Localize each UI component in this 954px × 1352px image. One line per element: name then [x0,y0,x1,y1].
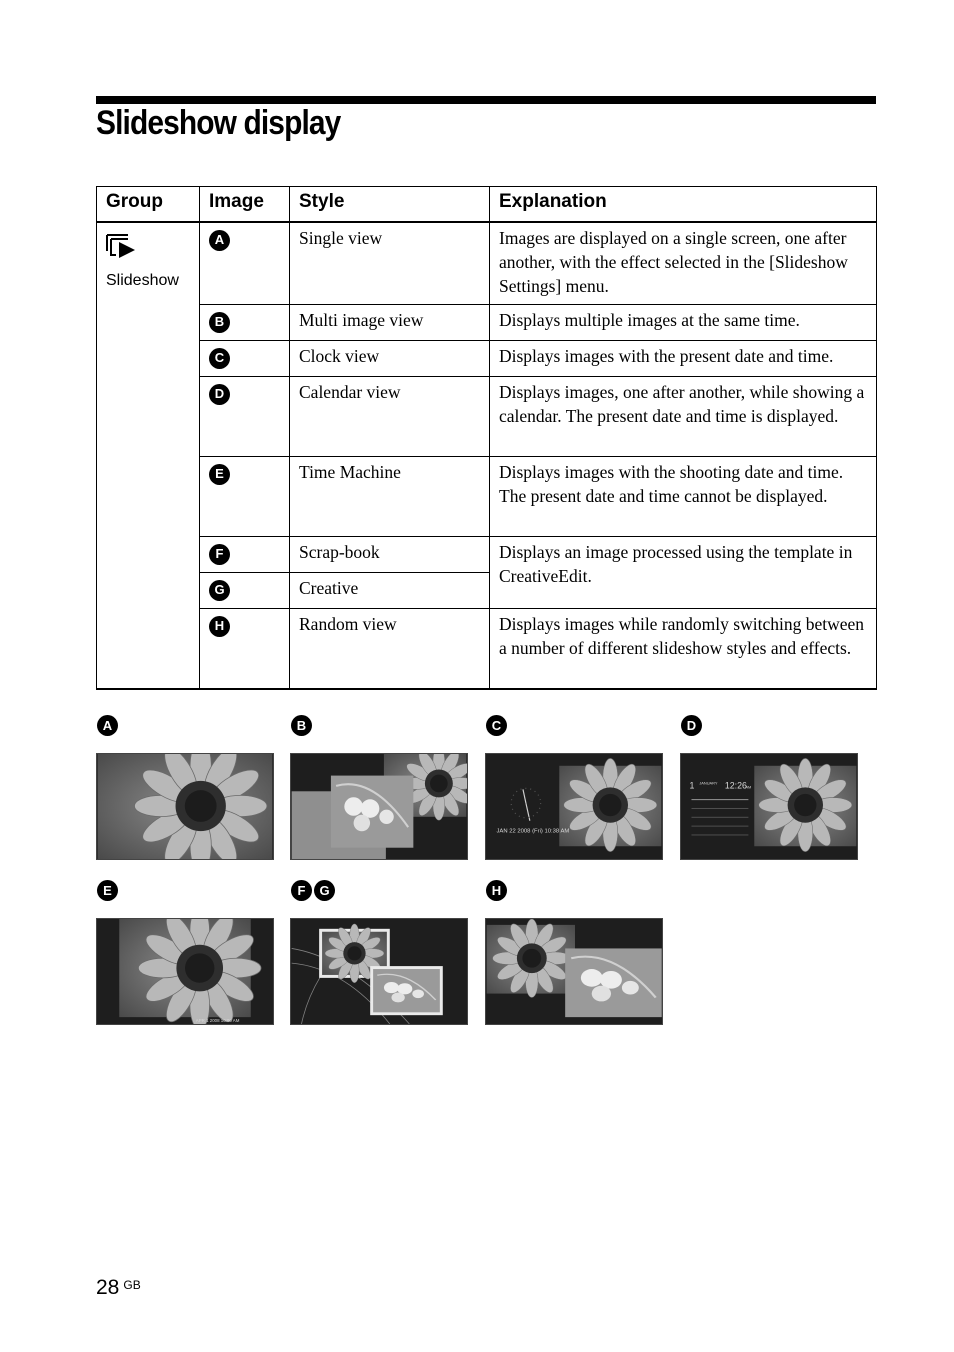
explanation-cell: Displays images with the shooting date and time. The present date and time cannot be displayed. [490,457,877,537]
thumbnail-scrap-book-creative [290,918,468,1025]
badge-d: D [209,384,230,405]
table-row [97,341,877,377]
badge: G [314,880,335,901]
style-cell: Multi image view [290,305,490,341]
header-explanation: Explanation [490,187,877,223]
calendar-ampm: AM [745,784,752,790]
style-cell: Scrap-book [290,537,490,573]
page-footer [96,1276,141,1300]
thumbnail-calendar-view [680,753,858,860]
page-number: 28 [96,1276,120,1299]
style-cell: Creative [290,573,490,609]
table-row [97,537,877,573]
group-cell [97,222,200,689]
thumbnail-label-b [291,713,312,736]
explanation-cell: Displays an image processed using the template in CreativeEdit. [490,537,877,609]
style-cell: Time Machine [290,457,490,537]
image-cell [200,537,290,573]
thumbnail-label-h [486,878,507,901]
badge: E [97,880,118,901]
image-cell [200,457,290,537]
badge-a: A [209,230,230,251]
explanation-cell: Displays images with the present date and time. [490,341,877,377]
calendar-month: JANUARY [699,780,718,786]
title-rule [96,96,876,104]
time-machine-overlay-text: APR 1 2008 10:00 AM [195,1018,240,1024]
header-group: Group [97,187,200,223]
style-cell: Clock view [290,341,490,377]
badge-e: E [209,464,230,485]
explanation-cell: Images are displayed on a single screen, one after another, with the effect selected in the [Slideshow Settings] menu. [490,222,877,305]
badge-h: H [209,616,230,637]
thumbnail-label-fg [291,878,335,901]
thumbnail-random-view [485,918,663,1025]
badge: H [486,880,507,901]
table-row [97,609,877,689]
image-cell [200,222,290,305]
style-cell: Random view [290,609,490,689]
badge: F [291,880,312,901]
thumbnail-multi-image-view [290,753,468,860]
slideshow-icon [106,233,136,259]
table-row [97,457,877,537]
style-cell: Calendar view [290,377,490,457]
image-cell [200,609,290,689]
thumbnail-label-c [486,713,507,736]
clock-overlay-text: JAN 22 2008 (Fri) 10:38 AM [496,828,570,835]
thumbnail-label-a [97,713,118,736]
badge-c: C [209,348,230,369]
header-style: Style [290,187,490,223]
thumbnail-single-view [96,753,274,860]
badge-g: G [209,580,230,601]
page-suffix: GB [123,1278,141,1292]
page-title: Slideshow display [96,104,341,142]
table-row [97,377,877,457]
explanation-cell: Displays images, one after another, while showing a calendar. The present date and time is displayed. [490,377,877,457]
image-cell [200,305,290,341]
thumbnail-clock-view [485,753,663,860]
table-header-row [97,187,877,223]
badge: D [681,715,702,736]
thumbnail-time-machine [96,918,274,1025]
explanation-cell: Displays multiple images at the same time. [490,305,877,341]
thumbnail-label-e [97,878,118,901]
header-image: Image [200,187,290,223]
explanation-cell: Displays images while randomly switching between a number of different slideshow styles and effects. [490,609,877,689]
badge: C [486,715,507,736]
slideshow-styles-table [96,186,877,690]
calendar-day: 1 [689,780,695,791]
badge: B [291,715,312,736]
image-cell [200,341,290,377]
style-cell: Single view [290,222,490,305]
image-cell [200,377,290,457]
group-label: Slideshow [106,272,179,289]
table-row [97,305,877,341]
badge: A [97,715,118,736]
badge-b: B [209,312,230,333]
image-cell [200,573,290,609]
badge-f: F [209,544,230,565]
table-row [97,222,877,305]
calendar-time: 12:26 [724,780,747,791]
thumbnail-label-d [681,713,702,736]
